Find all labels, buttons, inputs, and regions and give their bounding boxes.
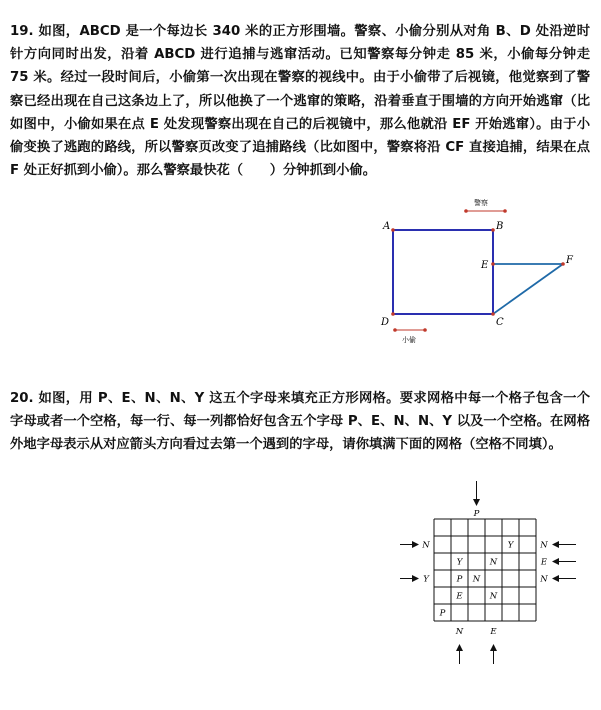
point-f — [561, 262, 565, 266]
clue-letter-right: N — [540, 540, 548, 551]
problem-20-figure — [400, 478, 580, 664]
clue-letter-bottom: E — [490, 627, 497, 637]
grid-cell-letter: Y — [507, 540, 514, 551]
clue-letter-left: Y — [423, 574, 429, 585]
label-e: E — [481, 260, 489, 271]
grid-clues — [400, 481, 576, 664]
grid-cells — [439, 541, 515, 619]
grid-lines — [434, 519, 536, 621]
grid-cell-letter: Y — [456, 557, 463, 568]
problem-19-figure — [370, 190, 580, 350]
problem-19-text: 19. 如图，ABCD 是一个每边长 340 米的正方形围墙。警察、小偷分别从对角 B、D 处沿逆时针方向同时出发，沿着 ABCD 进行追捕与逃窜活动。已知警察每分钟走 85 米，小偷每分钟走 75 米。经过一段时间后，小偷第一次出现在警察的视线中。由于小偷带了后视镜，他觉察到了警察已经出现在自己这条边上了，所以他换了一个逃窜的策略，沿着垂直于围墙的方向开始逃窜（比如图中，小偷如果在点 E 处发现警察出现在自己的后视镜中，那么他就沿 EF 开始逃窜）。由于小偷变换了逃跑的路线，所以警察页改变了追捕路线（比如图中，警察将沿 CF 直接追捕，结果在点 F 处正好抓到小偷）。那么警察最快花（ ）分钟抓到小偷。 — [10, 24, 590, 179]
grid-cell-letter: P — [456, 574, 463, 585]
police-dot-right — [503, 209, 507, 213]
label-f: F — [566, 255, 573, 266]
point-d — [391, 312, 395, 316]
point-a — [391, 228, 395, 232]
grid-cell-letter: P — [439, 608, 446, 619]
clue-letter-right: E — [540, 557, 548, 568]
grid-cell-letter: N — [472, 574, 481, 585]
point-b — [491, 228, 495, 232]
grid-cell-letter: E — [456, 591, 463, 602]
clue-letter-bottom: N — [455, 627, 464, 637]
grid-cell-letter: N — [489, 591, 498, 602]
thief-dot-left — [393, 328, 397, 332]
clue-letter-right: N — [540, 574, 548, 585]
label-b: B — [496, 221, 504, 232]
police-dot-left — [464, 209, 468, 213]
label-d: D — [381, 317, 390, 328]
police-label: 警察 — [474, 199, 488, 207]
clue-letter-left: N — [422, 540, 430, 551]
thief-dot-right — [423, 328, 427, 332]
grid-cell-letter: N — [489, 557, 498, 568]
problem-20-text: 20. 如图，用 P、E、N、N、Y 这五个字母来填充正方形网格。要求网格中每一个格子包含一个字母或者一个空格，每一行、每一列都恰好包含五个字母 P、E、N、N、Y 以及一个空格。在网格外地字母表示从对应箭头方向看过去第一个遇到的字母，请你填满下面的网格（空格不同填）。 — [10, 391, 590, 453]
label-c: C — [496, 317, 504, 328]
segment-cf — [493, 264, 563, 314]
square-abcd — [393, 230, 493, 314]
thief-label: 小偷 — [402, 336, 416, 344]
point-e — [491, 262, 495, 266]
label-a: A — [383, 221, 391, 232]
clue-letter-top: P — [473, 509, 480, 519]
point-c — [491, 312, 495, 316]
